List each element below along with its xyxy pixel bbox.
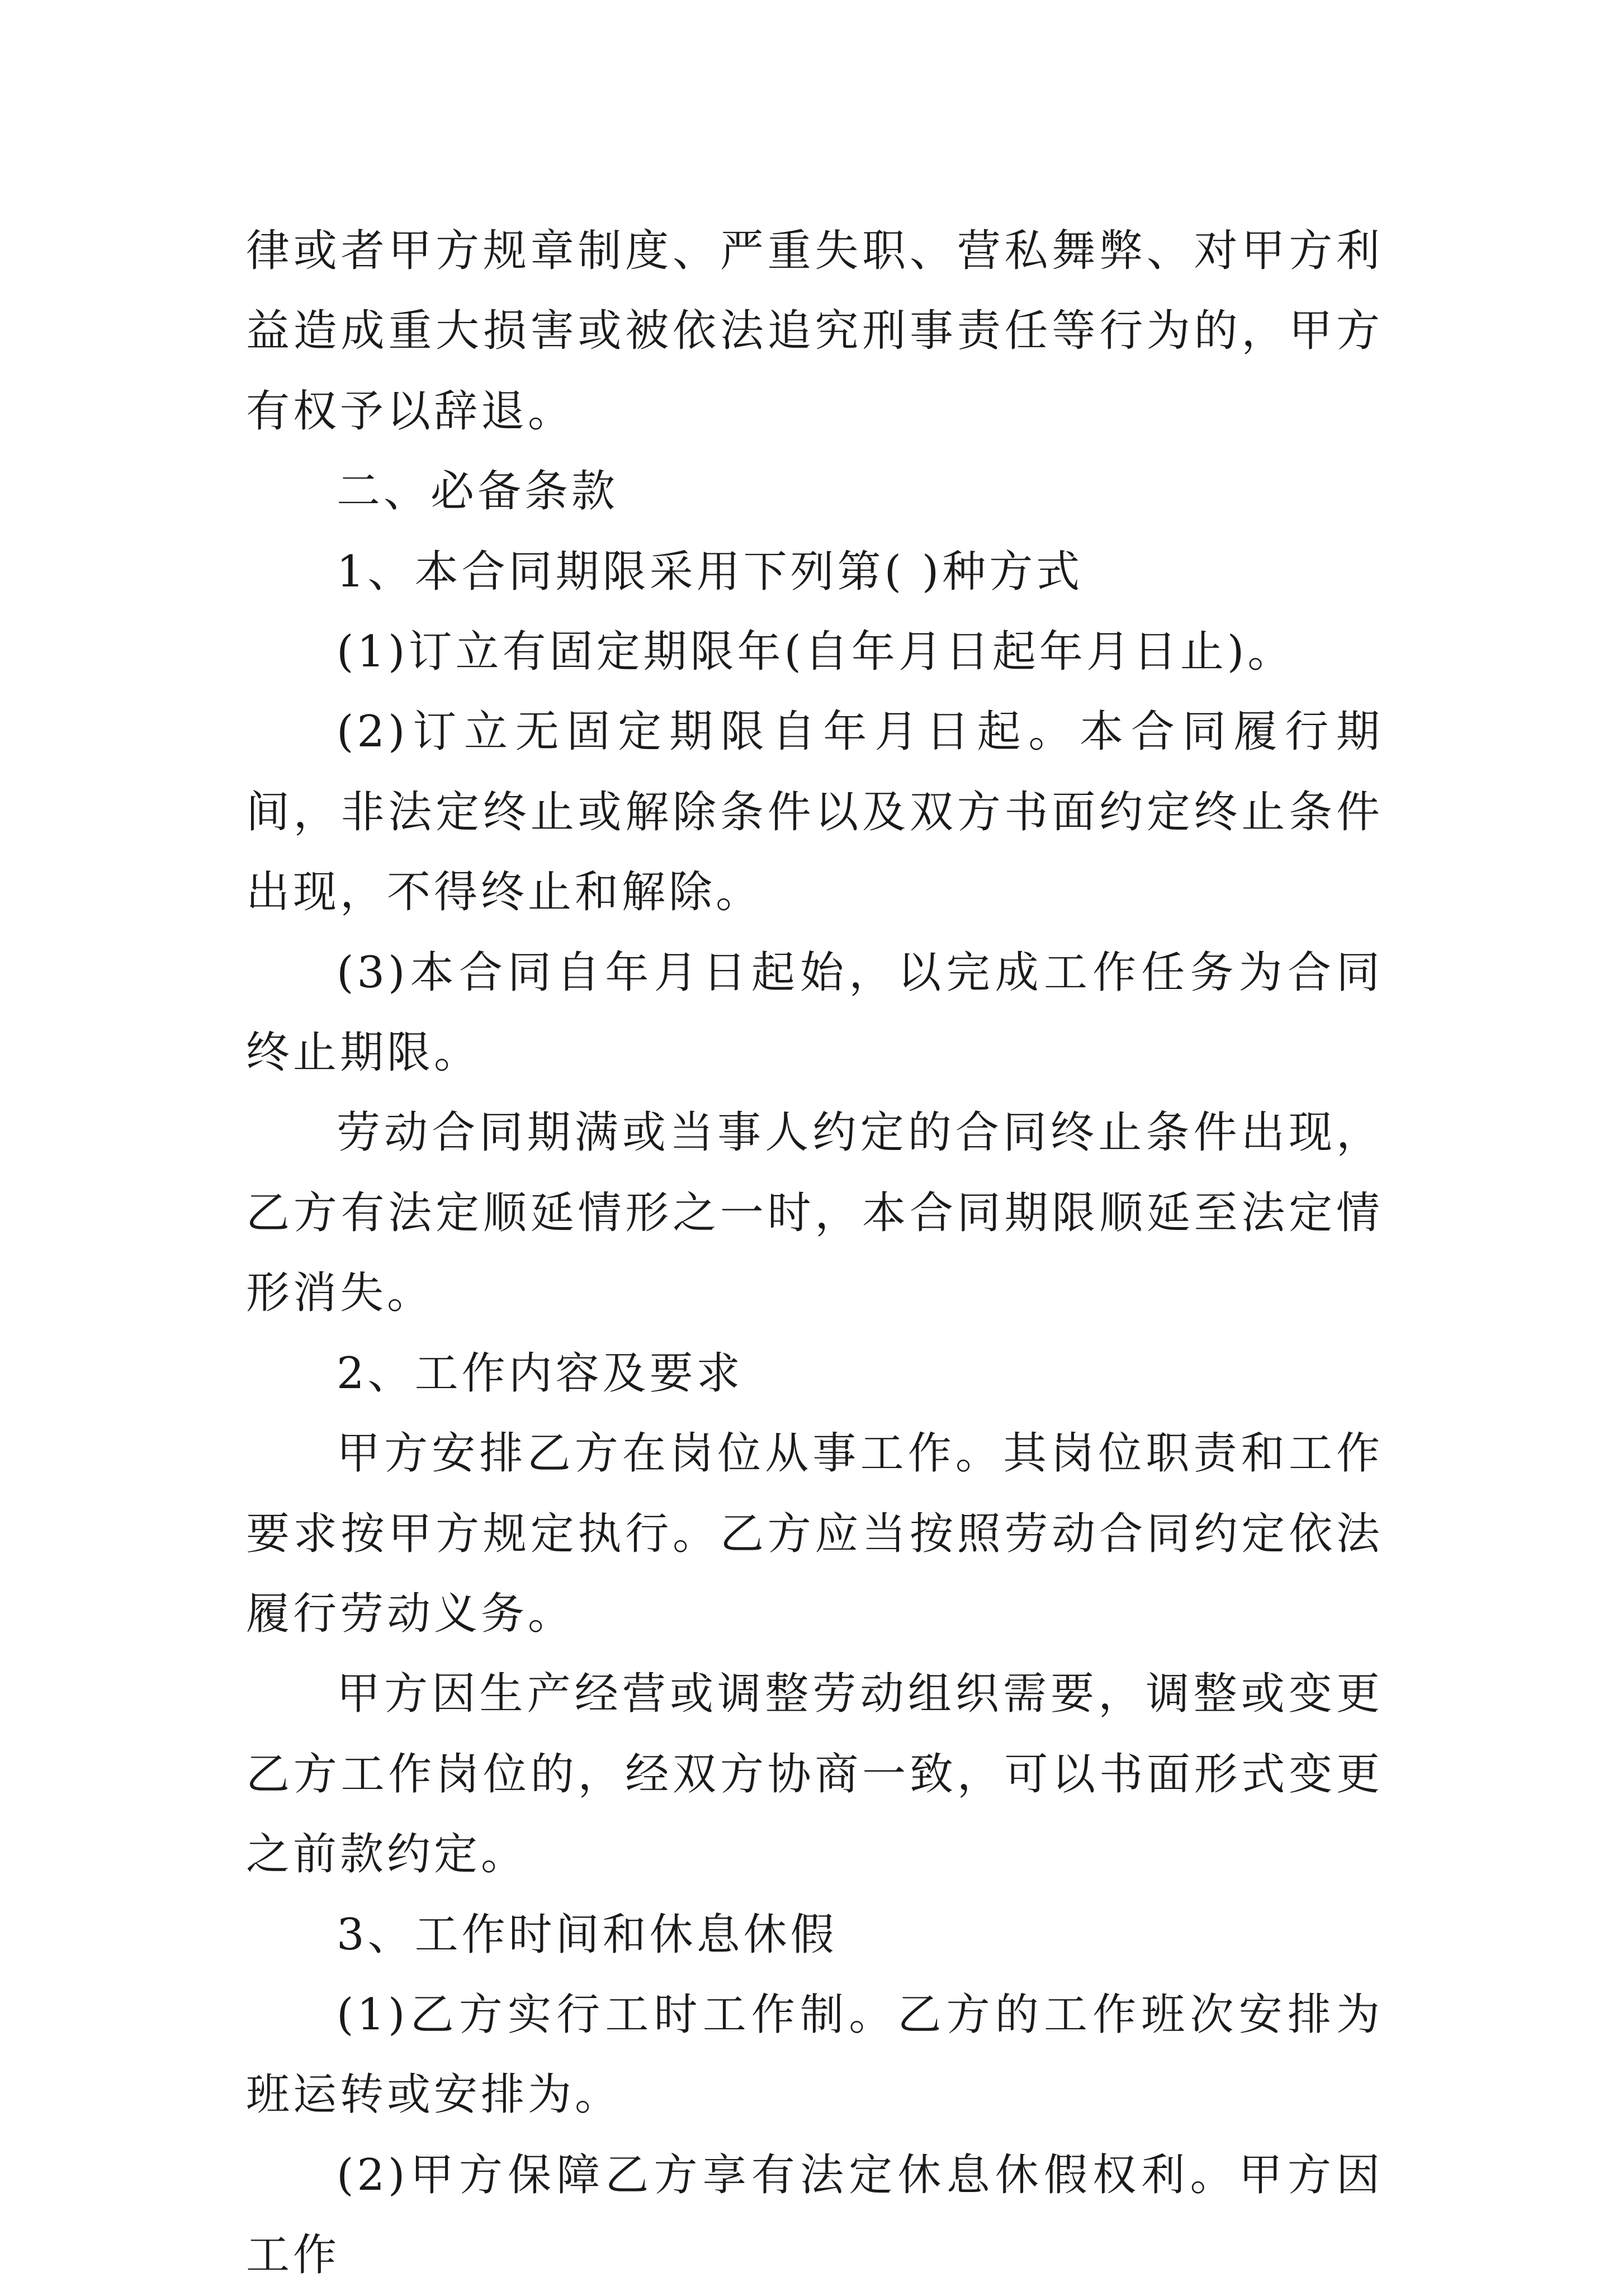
paragraph: 甲方因生产经营或调整劳动组织需要，调整或变更乙方工作岗位的，经双方协商一致，可以书面形式变更之前款约定。 [246,1669,1383,1880]
section-heading: 二、必备条款 [337,466,619,517]
clause-heading: 2、工作内容及要求 [337,1348,744,1399]
paragraph: (2)甲方保障乙方享有法定休息休假权利。甲方因工作 [246,2150,1383,2281]
clause-heading: 1、本合同期限采用下列第( )种方式 [337,546,1084,597]
clause-heading: 3、工作时间和休息休假 [337,1909,838,1960]
paragraph: (1)乙方实行工时工作制。乙方的工作班次安排为班运转或安排为。 [246,1989,1383,2120]
document-body [246,211,1383,2296]
paragraph: (2)订立无固定期限自年月日起。本合同履行期间，非法定终止或解除条件以及双方书面约定终止条件出现，不得终止和解除。 [246,707,1383,918]
paragraph: (3)本合同自年月日起始，以完成工作任务为合同终止期限。 [246,947,1383,1078]
paragraph: 甲方安排乙方在岗位从事工作。其岗位职责和工作要求按甲方规定执行。乙方应当按照劳动合同约定依法履行劳动义务。 [246,1428,1383,1639]
paragraph: 律或者甲方规章制度、严重失职、营私舞弊、对甲方利益造成重大损害或被依法追究刑事责任等行为的，甲方有权予以辞退。 [246,226,1383,437]
paragraph: 劳动合同期满或当事人约定的合同终止条件出现，乙方有法定顺延情形之一时，本合同期限顺延至法定情形消失。 [246,1107,1383,1319]
paragraph: (1)订立有固定期限年(自年月日起年月日止)。 [337,627,1295,678]
